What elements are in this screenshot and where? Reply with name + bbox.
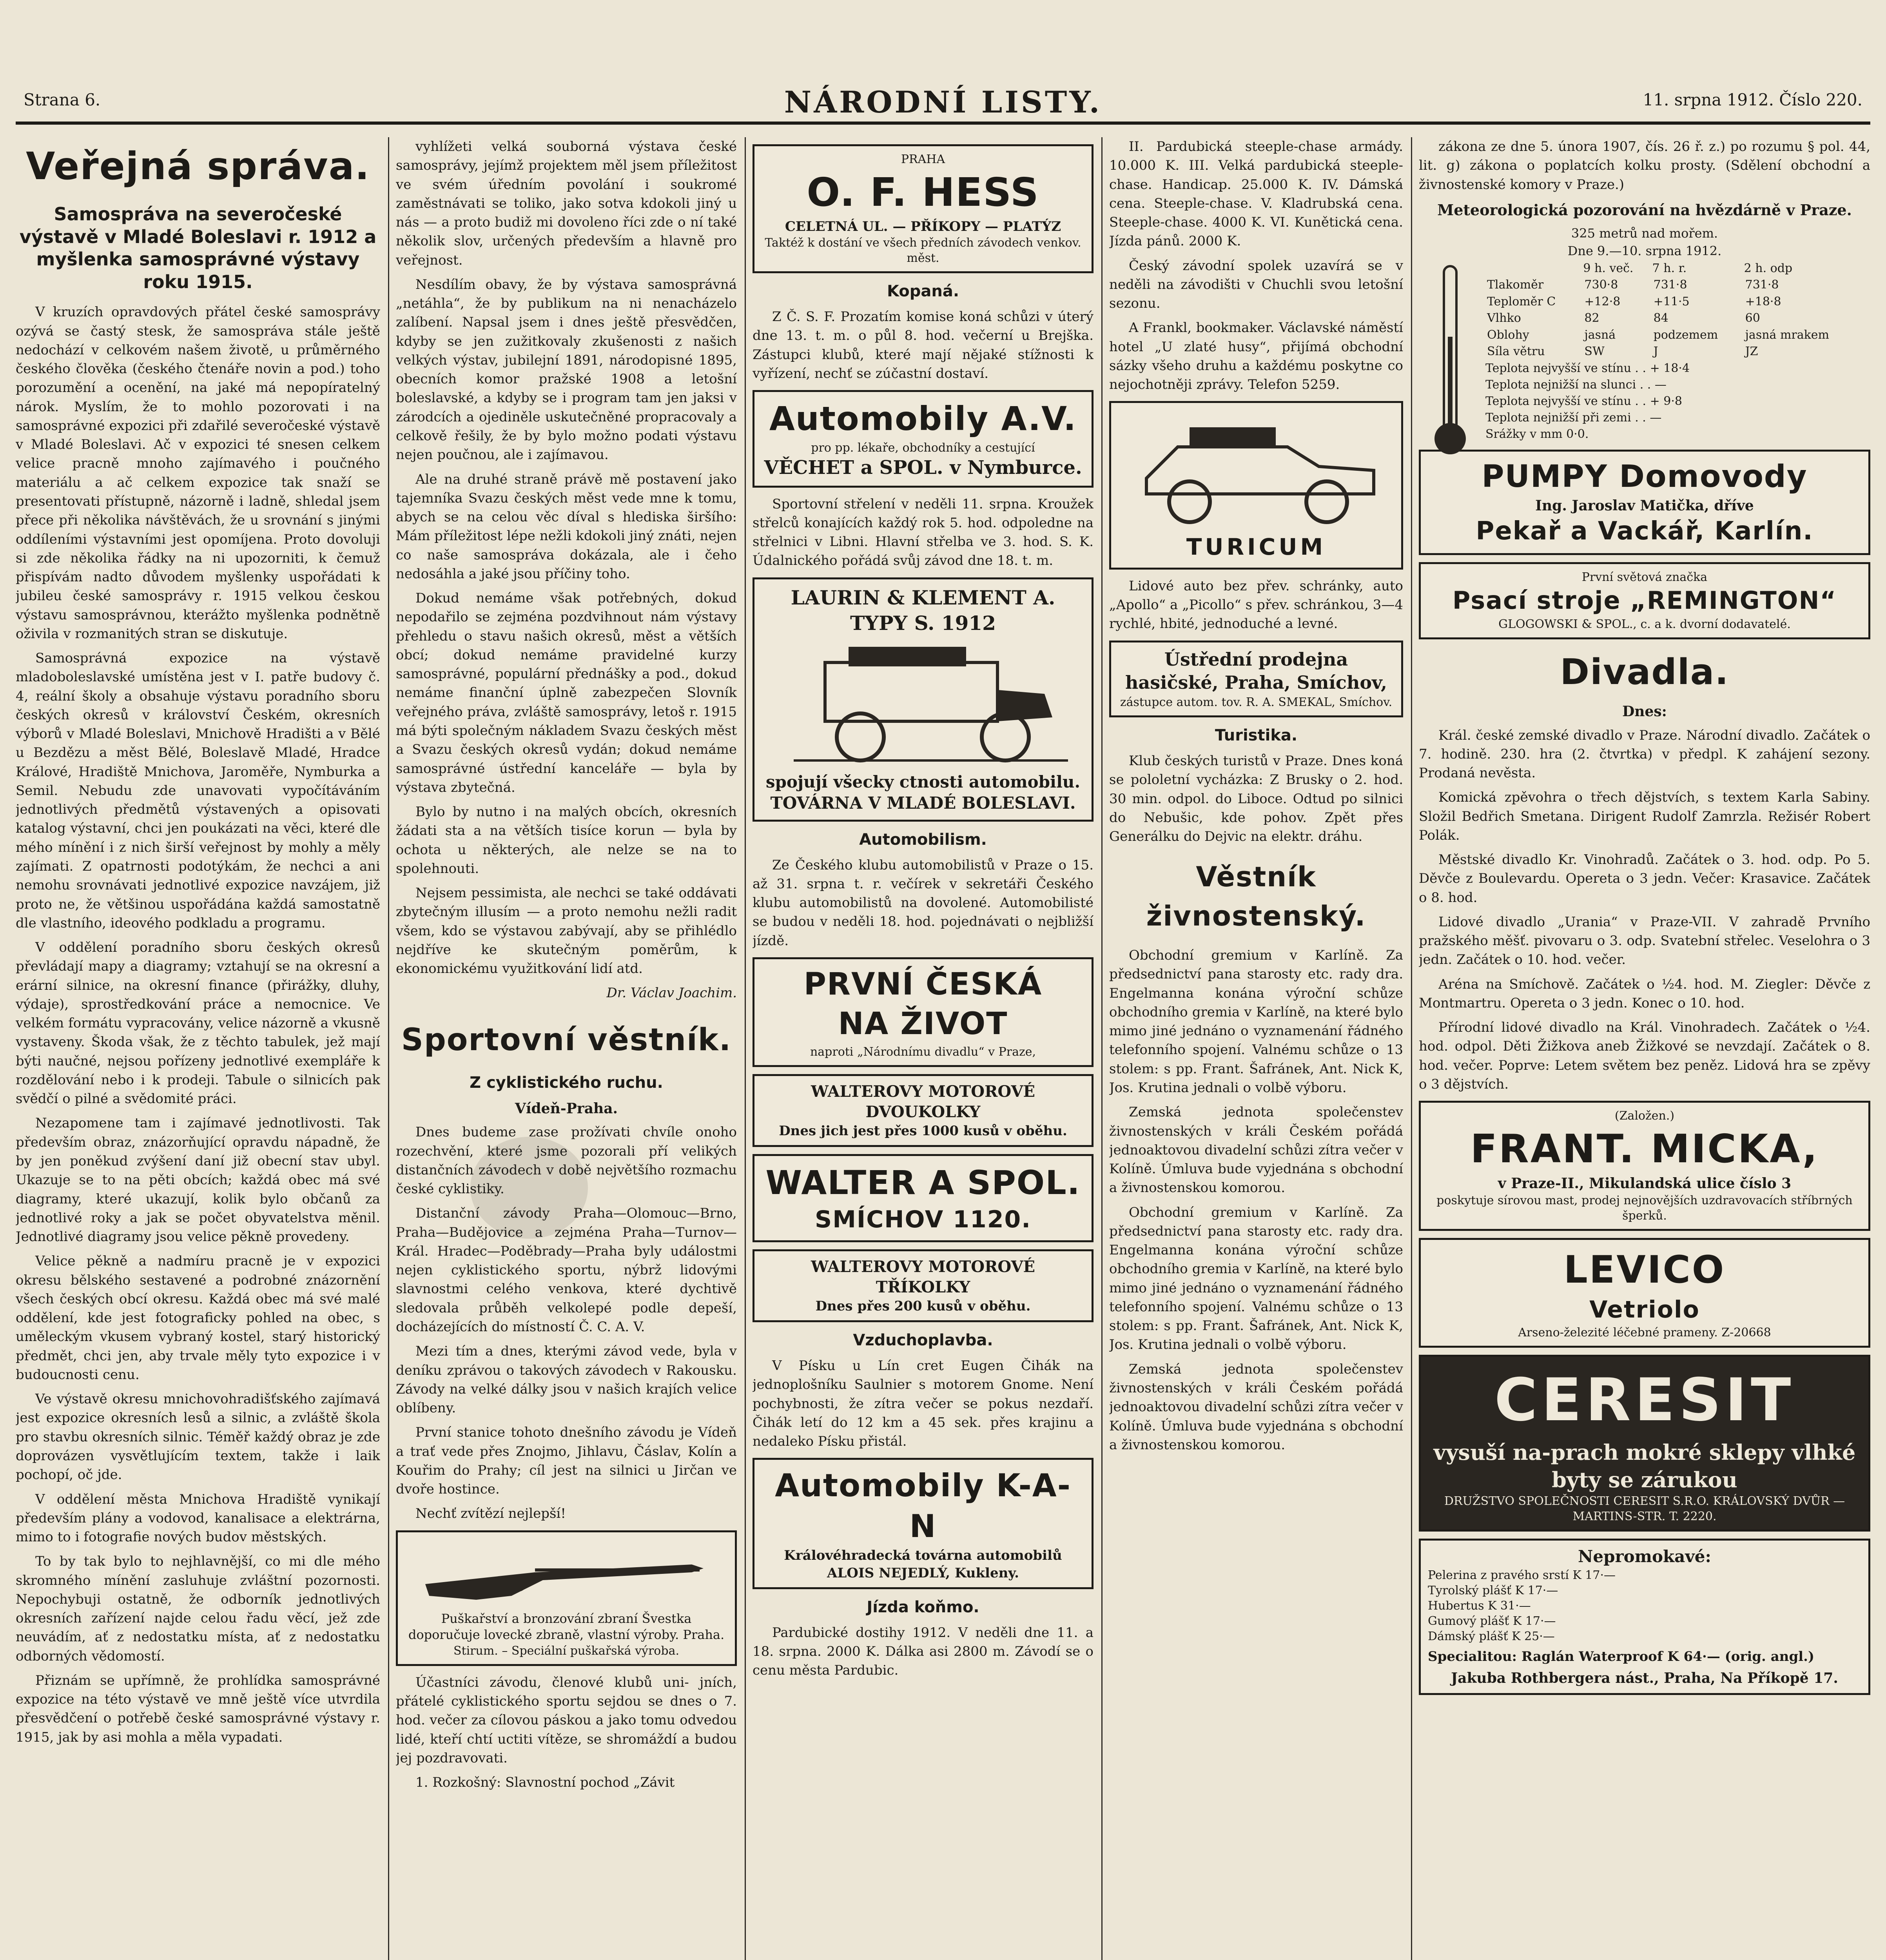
prodejna-line2: zástupce autom. tov. R. A. SMEKAL, Smíchov. — [1120, 695, 1393, 710]
sport-subheading: Vídeň-Praha. — [515, 1100, 618, 1117]
walter2-line2: SMÍCHOV 1120. — [815, 1206, 1031, 1234]
weather-note: Teplota nejvyšší ve stínu . . + 18·4 — [1485, 361, 1690, 375]
remington-ad — [1419, 562, 1870, 639]
turicum-ad — [1109, 401, 1403, 569]
trade-paragraph: Zemská jednota společenstev živnostenských v králi Českém pořádá jednoaktovou divadelní schůzi zítra večer v Kolíně. Úmluva bude vyjednána s obchodní a živnostenskou komorou. — [1109, 1104, 1403, 1196]
sport-paragraph: Dnes budeme zase prožívati chvíle onoho rozechvění, které jsme pozorali pří velikých distančních závodech v době největšího rozmachu české cyklistiky. — [396, 1124, 737, 1197]
weather-cell: 731·8 — [1745, 278, 1779, 292]
kan-ad — [753, 1458, 1094, 1589]
theatre-paragraph: Komická zpěvohra o třech dějstvích, s textem Karla Sabiny. Složil Bedřich Smetana. Dirigent Rudolf Zamrzla. Režisér Robert Polák. — [1419, 789, 1870, 843]
trade-paragraph: Obchodní gremium v Karlíně. Za předsednictví pana starosty etc. rady dra. Engelmanna konána výroční schůze obchodního gremia v Karlíně, na které bylo mimo jiné jednáno o vyznamenání řádného telefonního spojení. Valnému schůze o 13 stolem: s pp. Frant. Šafránek, Ant. Nick K, Jos. Krutina jednali o volbě výboru. — [1109, 947, 1403, 1096]
column-2 — [396, 137, 737, 1960]
ceresit-company: DRUŽSTVO SPOLEČNOSTI CERESIT S.R.O. KRÁLOVSKÝ DVŮR — MARTINS-STR. T. 2220. — [1444, 1494, 1845, 1524]
sport-section-title: Sportovní věstník. — [401, 1022, 732, 1058]
trade-paragraph: Zemská jednota společenstev živnostenských v králi Českém pořádá jednoaktovou divadelní schůzi zítra večer v Kolíně. Úmluva bude vyjednána s obchodní a živnostenskou komorou. — [1109, 1361, 1403, 1453]
article-paragraph: Přiznám se upřímně, že prohlídka samosprávné expozice na této výstavě ve mně ještě více utvrdila přesvědčení o potřebě české samosprávné výstavy r. 1915, jak by asi mohla a měla vypadati. — [16, 1672, 380, 1745]
weather-notes — [1485, 360, 1870, 443]
football-heading: Kopaná. — [887, 282, 959, 301]
levico-line1: LEVICO — [1563, 1248, 1726, 1292]
walter1-line2: Dnes jich jest přes 1000 kusů v oběhu. — [779, 1123, 1067, 1139]
sport-paragraph: Distanční závody Praha—Olomouc—Brno, Praha—Budějovice a zejména Praha—Turnov—Král. Hradec—Poděbrady—Praha byly událostmi nejen cyklistického sportu, nýbrž lidovými slavnostmi celého venkova, které dychtivě sledovala průběh velkolepé podle depeší, docházejících do místností Č. C. A. V. — [396, 1205, 737, 1335]
article-paragraph: Nejsem pessimista, ale nechci se také oddávati zbytečným illusím — a proto nemohu nežli radit všem, kdo se výstavou zabývají, aby se přihlédlo nejdříve ke skutečným poměrům, k ekonomickému využitkování lidí atd. — [396, 885, 737, 977]
weather-title: Meteorologická pozorování na hvězdárně v Praze. — [1437, 201, 1852, 219]
article-paragraph: To by tak bylo to nejhlavnější, co mi dle mého skromného mínění zasluhuje zvláštní pozornosti. Nepochybuji ostatně, že odborník jednotlivých okresních zařízení najde celou řadu věcí, jež zde neuvádím, ať z nedostatku místa, ať z nedostatku odborných vědomostí. — [16, 1553, 380, 1664]
tourism-paragraph: Klub českých turistů v Praze. Dnes koná se pololetní vycházka: Z Brusky o 2. hod. 30 min. odpol. do Liboce. Odtud po silnici do Nebušic, kde pohov. Zpět přes Generálku do Dejvic na elektr. dráhu. — [1109, 753, 1403, 845]
weather-cell: +12·8 — [1584, 294, 1621, 309]
theatre-today: Dnes: — [1622, 703, 1667, 720]
column-rule — [1411, 137, 1412, 1960]
ceresit-ad — [1419, 1355, 1870, 1532]
automobilism-paragraph: Ze Českého klubu automobilistů v Praze o 15. až 31. srpna t. r. večírek v sekretáři Českého klubu automobilistů na dovolené. Automobilisté se budou v neděli 18. hod. pojednávati o nejbližší jízdě. — [753, 857, 1094, 949]
sport-paragraph: 1. Rozkošný: Slavnostní pochod „Závit — [415, 1775, 675, 1791]
theatre-paragraph: Lidové divadlo „Urania“ v Praze-VII. V zahradě Prvního pražského měšť. pivovaru o 3. odp. Svatební střelec. Veselohra o 3 jedn. Začátek o 10. hod. večer. — [1419, 914, 1870, 968]
remington-pre: První světová značka — [1581, 570, 1708, 584]
kan-line1: Automobily K-A-N — [775, 1467, 1071, 1545]
remington-line1: Psací stroje „REMINGTON“ — [1452, 586, 1837, 615]
theatre-paragraph: Městské divadlo Kr. Vinohradů. Začátek o 3. hod. odp. Po 5. Děvče z Boulevardu. Opereta o 3 jedn. Večer: Krasavice. Začátek o 8. hod. — [1419, 852, 1870, 906]
levico-ad — [1419, 1238, 1870, 1348]
running-header — [16, 87, 1870, 125]
weather-cell: JZ — [1745, 345, 1758, 359]
article-paragraph: Dokud nemáme však potřebných, dokud nepodařilo se zejména pozdvihnout nám výstavy přehledu o stavu našich okresů, měst a větších obcí; dokud nemáme pravidelné kurzy samosprávné, populární přednášky a pod., dokud nemáme finanční úplně zabezpečen Slovník veřejného práva, zvláště samosprávy, letoš r. 1915 má býti společným nákladem Svazu českých měst a Svazu českých okresů vydán; dokud nemáme samosprávné ústřední kanceláře — byla by výstava zbytečná. — [396, 590, 737, 795]
av-line2: pro pp. lékaře, obchodníky a cestující — [811, 441, 1035, 455]
weather-note: Teplota nejnižší na slunci . . — — [1485, 377, 1667, 392]
sport-paragraph: Sportovní střelení v neděli 11. srpna. Kroužek střelců konajících každý rok 5. hod. odpoledne na střelnici v Libni. Hlavní střelba ve 3. hod. S. K. Údalnického pořádá svůj závod dne 18. t. m. — [753, 496, 1094, 569]
sport-paragraph: Účastníci závodu, členové klubů uni- jních, přátelé cyklistického sportu sejdou se dnes o 7. hod. večer za cílovou páskou a jako tomu odvedou lidé, kteří chtí uctiti vítěze, se shromáždí a budou jej pozdravovati. — [396, 1674, 737, 1766]
weather-row-label: Síla větru — [1487, 345, 1545, 359]
theatre-section-title: Divadla. — [1560, 651, 1729, 693]
laurin-klement-ad — [753, 577, 1094, 822]
weather-col-header: 2 h. odp — [1744, 261, 1793, 275]
turicum-brand: TURICUM — [1186, 534, 1326, 561]
hess-note: Taktéž k dostání ve všech předních závodech venkov. měst. — [765, 236, 1081, 265]
column-rule — [388, 137, 389, 1960]
masthead-title: NÁRODNÍ LISTY. — [784, 85, 1102, 120]
weather-date: Dne 9.—10. srpna 1912. — [1567, 243, 1722, 259]
tourism-heading: Turistika. — [1215, 726, 1298, 745]
weather-cell: 731·8 — [1653, 278, 1687, 292]
notice-paragraph: zákona ze dne 5. února 1907, čís. 26 ř. z.) po rozumu § pol. 44, lit. g) zákona o poplatcích kolku prosty. (Sdělení obchodní a živnostenské komory v Praze.) — [1419, 139, 1870, 192]
bookmaker-paragraph: A Frankl, bookmaker. Václavské náměstí hotel „U zlaté husy“, přijímá obchodní sázky všeho druhu a každému poskytne co nejochotněji zprávy. Telefon 5259. — [1109, 320, 1403, 393]
sport-subheading: Z cyklistického ruchu. — [470, 1074, 663, 1092]
weather-row-label: Teploměr C — [1487, 294, 1556, 309]
article-paragraph: Nesdílím obavy, že by výstava samosprávná „netáhla“, že by publikum na ni nenacházelo zalíbení. Napsal jsem i dnes ještě přesvědčen, kdyby se jen zužitkovaly zkušenosti z našich velkých výstav, jubilejní 1891, národopisné 1895, obecních komor pražské 1908 a letošní boleslavské, a kdyby se i program tam jen jaksi v zárodcích a ojediněle uskutečněné propracovaly a celkově řešily, že by bylo možno podati výstavu nejen poučnou, ale i zajímavou. — [396, 276, 737, 463]
nepromokave-firm: Jakuba Rothbergera nást., Praha, Na Příkopě 17. — [1451, 1670, 1838, 1687]
article-paragraph: Ve výstavě okresu mnichovohradišťského zajímavá jest expozice okresních lesů a silnic, a zvláště škola pro stavbu okresních silnic. Téměř každý obraz je zde doprovázen vysvětlujícím textem, takže i laik pochopí, oč jde. — [16, 1391, 380, 1483]
trade-paragraph: Obchodní gremium v Karlíně. Za předsednictví pana starosty etc. rady dra. Engelmanna konána výroční schůze obchodního gremia v Karlíně, na které bylo mimo jiné jednáno o vyznamenání řádného telefonního spojení. Valnému schůze o 13 stolem: s pp. Frant. Šafránek, Ant. Nick K, Jos. Krutina jednali o volbě výboru. — [1109, 1204, 1403, 1353]
nepromokave-item: Dámský plášť K 25·— — [1428, 1629, 1555, 1643]
riding-heading: Jízda koňmo. — [867, 1598, 979, 1616]
weather-row-label: Tlakoměr — [1487, 278, 1544, 292]
walter2-line1: WALTER A SPOL. — [765, 1163, 1081, 1202]
weather-cell: jasná mrakem — [1745, 328, 1830, 342]
weather-row-label: Oblohy — [1487, 328, 1529, 342]
article-paragraph: Bylo by nutno i na malých obcích, okresních žádati sta a na větších tisíce korun — byla by ochota u některých, ale nelze se na to spolehnouti. — [396, 804, 737, 877]
hess-street: CELETNÁ UL. — PŘÍKOPY — PLATÝZ — [785, 219, 1061, 234]
nepromokave-special: Specialitou: Raglán Waterproof K 64·— (orig. angl.) — [1428, 1648, 1815, 1664]
car-illustration — [770, 639, 1076, 768]
nepromokave-item: Pelerina z pravého srstí K 17·— — [1428, 1568, 1616, 1582]
weather-cell: 82 — [1584, 311, 1599, 325]
hess-company: O. F. HESS — [807, 169, 1039, 215]
av-line3: VĚCHET a SPOL. v Nymburce. — [764, 457, 1082, 479]
article-paragraph: Velice pěkně a nadmíru pracně je v expozici okresu bělského sestavené a podrobné znázornění všech českých obcí okresu. Každá obec má své malé oddělení, kde jest fotograficky pohled na obec, s uměleckým vkusem vybraný kostel, starý historický předmět, chci jen, aby trvale měly tyto expozice i v budoucnosti cenu. — [16, 1253, 380, 1383]
levico-line3: Arseno-železité léčebné prameny. Z-20668 — [1518, 1325, 1771, 1339]
lk-line1: LAURIN & KLEMENT A. TYPY S. 1912 — [791, 586, 1055, 635]
walter3-line1: WALTEROVY MOTOROVÉ TŘÍKOLKY — [811, 1258, 1035, 1297]
walter3-line2: Dnes přes 200 kusů v oběhu. — [815, 1298, 1031, 1314]
micka-line3: poskytuje sírovou mast, prodej nejnovějších uzdravovacích stříbrných šperků. — [1436, 1194, 1853, 1223]
prvni-line2: NA ŽIVOT — [838, 1006, 1008, 1042]
column-3 — [753, 137, 1094, 1960]
gunsmith-ad-text: Puškařství a bronzování zbraní Švestka doporučuje lovecké zbraně, vlastní výroby. Praha. — [408, 1611, 725, 1642]
lk-line2: spojují všecky ctnosti automobilu. — [765, 772, 1081, 791]
weather-report — [1419, 200, 1870, 443]
sport-paragraph: Mezi tím a dnes, kterými závod vede, byla v deníku zprávou o takových závodech v Rakousku. Závody na velké dálky jsou v našich krajích velice oblíbeny. — [396, 1343, 737, 1416]
article-signature: Dr. Václav Joachim. — [606, 985, 737, 1001]
micka-line1: FRANT. MICKA, — [1470, 1126, 1819, 1172]
automobily-av-ad — [753, 390, 1094, 488]
weather-cell: 730·8 — [1584, 278, 1618, 292]
nepromokave-item: Tyrolský plášť K 17·— — [1428, 1583, 1558, 1597]
nepromokave-item: Hubertus K 31·— — [1428, 1599, 1531, 1613]
weather-table — [1485, 260, 1862, 360]
riding-paragraph: Pardubické dostihy 1912. V neděli dne 11. a 18. srpna. 2000 K. Dálka asi 2800 m. Závodí se o cenu města Pardubic. — [753, 1624, 1094, 1679]
section-title: Veřejná správa. — [26, 144, 370, 188]
micka-pre: (Založen.) — [1614, 1109, 1675, 1123]
weather-row — [1485, 310, 1862, 327]
micka-line2: v Praze-II., Mikulandská ulice číslo 3 — [1498, 1175, 1792, 1192]
trade-section-title: Věstník živnostenský. — [1146, 861, 1366, 932]
micka-ad — [1419, 1101, 1870, 1231]
article-paragraph: vyhlížeti velká souborná výstava české samosprávy, jejímž projektem měl jsem příležitost ve svém úředním povolání i soukromé zaměstnávati se toliko, jako sotva kdokoli jiný u nás — a proto budiž mi dovoleno říci zde o ní také několik slov, určených především a hlavně pro veřejnost. — [396, 139, 737, 268]
article-paragraph: V kruzích opravdových přátel české samosprávy ozývá se častý stesk, že samospráva stále ještě nedochází v celkovém našem životě, u průměrného českého člověka (českého čtenáře novin a pod.) toho porozumění a ocenění, na jaké má nepopíratelný nárok. Myslím, že to mohlo pozorovati i na samosprávné expozici při zdařilé severočeské výstavě v Mladé Boleslavi. Ač v expozici té snesen celkem velice pracně mnoho zajímavého i poučného materiálu a ač celkem expozice tak snaží se presentovati přístupně, názorně i ladně, shledal jsem přece při několika návštěvách, že u srovnání s jinými oddíleními výstavními jest opomíjena. Proto dovoluji si zde několika řádky na ni upozorniti, k čemuž přispívám nadto důvodem myšlenky uspořádati k jubileu české samosprávy r. 1915 velkou českou výstavu samosprávnou, kterážto myšlenka podnětně oživila v rozmanitých stran se diskutuje. — [16, 304, 380, 642]
nepromokave-ad — [1419, 1539, 1870, 1695]
nepromokave-item: Gumový plášť K 17·— — [1428, 1614, 1556, 1628]
lk-line3: TOVÁRNA V MLADÉ BOLESLAVI. — [770, 793, 1076, 813]
kan-line2: Královéhradecká továrna automobilů — [784, 1548, 1062, 1564]
column-rule — [745, 137, 746, 1960]
sport-paragraph: Nechť zvítězí nejlepší! — [415, 1506, 566, 1522]
hess-ad — [753, 144, 1094, 273]
levico-line2: Vetriolo — [1589, 1296, 1700, 1323]
aviation-heading: Vzduchoplavba. — [853, 1331, 993, 1350]
ceresit-slogan: vysuší na-prach mokré sklepy vlhké byty se zárukou — [1433, 1439, 1856, 1493]
weather-col-header: 9 h. več. — [1583, 261, 1634, 275]
pumpy-ad — [1419, 450, 1870, 555]
article-paragraph: V oddělení poradního sboru českých okresů převládají mapy a diagramy; vztahují se na okresní a erární silnice, na okresní finance (přirážky, dluhy, výdaje), sprostředkování práce a nemocnice. Ve velkém formátu vypracovány, velice názorně a vkusně vystaveny. Škoda však, že z těchto tabulek, jež mají býti naučné, nejsou pořízeny jednotlivé exempláře k rozdělování nebo i k prodeji. Tabule o silnicích pak svědčí o pilné a svědomité práci. — [16, 940, 380, 1107]
page-number: Strana 6. — [24, 90, 101, 109]
walter-trikolky-ad — [753, 1249, 1094, 1322]
prodejna-line1: Ústřední prodejna hasičské, Praha, Smíchov, — [1125, 648, 1387, 693]
weather-row — [1485, 327, 1862, 344]
prvni-line3: naproti „Národnímu divadlu“ v Praze, — [810, 1045, 1036, 1059]
football-paragraph: Z Č. S. F. Prozatím komise koná schůzi v úterý dne 13. t. m. o půl 8. hod. večerní u Brejška. Zástupci klubů, které mají nějaké stížnosti k vyřízení, nechť se zúčastní dostaví. — [753, 309, 1094, 381]
race-paragraph: Český závodní spolek uzavírá se v neděli na závodišti v Chuchli svou letošní sezonu. — [1109, 258, 1403, 312]
nepromokave-title: Nepromokavé: — [1578, 1547, 1712, 1566]
weather-cell: 84 — [1653, 311, 1668, 325]
weather-cell: +18·8 — [1745, 294, 1781, 309]
weather-cell: jasná — [1584, 328, 1616, 342]
remington-line2: GLOGOWSKI & SPOL., c. a k. dvorní dodavatelé. — [1498, 617, 1791, 631]
article-headline: Samospráva na severočeské výstavě v Mladé Boleslavi r. 1912 a myšlenka samosprávné výstavy roku 1915. — [19, 203, 377, 292]
weather-row-label: Vlhko — [1487, 311, 1521, 325]
pumpy-line2: Ing. Jaroslav Matička, dříve — [1535, 497, 1754, 514]
sport-paragraph: První stanice tohoto dnešního závodu je Vídeň a trať vede přes Znojmo, Jihlavu, Čáslav, Kolín a Kouřim do Prahy; cíl jest na silnici u Jirčan ve dvoře hostince. — [396, 1425, 737, 1497]
pumpy-line1: PUMPY Domovody — [1482, 459, 1808, 494]
walter1-line1: WALTEROVY MOTOROVÉ DVOUKOLKY — [811, 1082, 1035, 1121]
column-rule — [1101, 137, 1103, 1960]
car-illustration — [1123, 412, 1389, 529]
column-5 — [1419, 137, 1870, 1960]
ceresit-brand: CERESIT — [1494, 1366, 1795, 1434]
walter-spol-ad — [753, 1154, 1094, 1242]
prvni-line1: PRVNÍ ČESKÁ — [803, 967, 1043, 1002]
weather-note: Teplota nejnižší při zemi . . — — [1485, 410, 1662, 425]
weather-note: Srážky v mm 0·0. — [1485, 427, 1589, 441]
weather-subtitle: 325 metrů nad mořem. — [1571, 225, 1718, 241]
turicum-paragraph: Lidové auto bez přev. schránky, auto „Apollo“ a „Picollo“ s přev. schránkou, 3—4 rychlé, hbité, jednoduché a levné. — [1109, 578, 1403, 632]
gunsmith-ad — [396, 1530, 737, 1666]
kan-line3: ALOIS NEJEDLÝ, Kukleny. — [827, 1565, 1019, 1581]
weather-row — [1485, 343, 1862, 360]
article-paragraph: Samosprávná expozice na výstavě mladoboleslavské umístěna jest v I. patře budovy č. 4, reální školy a obsahuje výstavu poradního sboru českých okresů v království Českém, okresních výborů v Mladé Boleslavi, Mnichově Hradišti a v Bělé u Bezdězu a měst Bělé, Boleslavě Mladé, Hradce Králové, Hradiště Mnichova, Jaroměře, Nymburka a Semil. Nebudu zde unavovati vypočítáváním jednotlivých předmětů výstavených a opisovati katalog výstavní, chci jen poukázati na věci, které dle mého mínění i z nich širší veřejnost by mohly a měly zajímati. Z opatrnosti podotýkám, že nechci a ani nemohu srovnávati jednotlivé expozice navzájem, již proto ne, že většinou uspořádána každá samostatně dle vlastního, ideového podkladu a programu. — [16, 650, 380, 931]
article-paragraph: Nezapomene tam i zajímavé jednotlivosti. Tak především obraz, znázorňující opravdu nápadně, že by jen poněkud zvýšení daní již obecní stav ubyl. Ukazuje se to na pěti obcích; každá obec má své diagramy, které ukazují, kolik bylo občanů za jednotlivé roky a jak se počet obyvatelstva měnil. Jednotlivé diagramy jsou velice pěkně provedeny. — [16, 1115, 380, 1245]
weather-note: Teplota nejvyšší ve stínu . . + 9·8 — [1485, 394, 1682, 408]
hess-city: PRAHA — [901, 152, 945, 166]
thermometer-illustration — [1419, 258, 1482, 462]
article-paragraph: V oddělení města Mnichova Hradiště vynikají především plány a vodovod, kanalisace a elektrárna, mimo to i fotografie nových budov městských. — [16, 1491, 380, 1545]
rifle-illustration — [417, 1541, 715, 1608]
pumpy-line3: Pekař a Vackář, Karlín. — [1476, 516, 1813, 546]
weather-cell: SW — [1584, 345, 1605, 359]
automobilism-heading: Automobilism. — [859, 830, 987, 849]
prvni-ceska-ad — [753, 957, 1094, 1067]
theatre-paragraph: Přírodní lidové divadlo na Král. Vinohradech. Začátek o ½4. hod. odpol. Děti Žižkova aneb Žižkové se nevzdají. Začátek o 8. hod. večer. Poprve: Letem světem bez peněz. Lidová hra se zpěvy o 3 dějstvích. — [1419, 1020, 1870, 1093]
weather-row — [1485, 294, 1862, 310]
weather-row — [1485, 277, 1862, 294]
column-1 — [16, 137, 380, 1960]
av-line1: Automobily A.V. — [769, 399, 1077, 438]
weather-col-header: 7 h. r. — [1652, 261, 1687, 275]
prodejna-ad — [1109, 641, 1403, 718]
weather-cell: podzemem — [1653, 328, 1718, 342]
theatre-paragraph: Aréna na Smíchově. Začátek o ½4. hod. M. Ziegler: Děvče z Montmartru. Opereta o 3 jedn. Konec o 10. hod. — [1419, 976, 1870, 1011]
gunsmith-ad-subtext: Stirum. – Speciální puškařská výroba. — [453, 1644, 679, 1658]
article-paragraph: Ale na druhé straně právě mě postavení jako tajemníka Svazu českých měst vede mne k tomu, abych se na celou věc díval s hlediska širšího: Mám příležitost lépe nežli kdokoli jiný znáti, nejen co naše samospráva dokázala, ale i čeho nedosáhla a jaké jsou příčiny toho. — [396, 471, 737, 582]
weather-cell: +11·5 — [1653, 294, 1690, 309]
aviation-paragraph: V Písku u Lín cret Eugen Čihák na jednoplošníku Saulnier s motorem Gnome. Není pochybnosti, že zítra večer se pokus nezdaří. Čihák letí do 12 km a 45 sek. přes krajinu a nedaleko Písku přistál. — [753, 1358, 1094, 1450]
weather-cell: J — [1653, 345, 1658, 359]
theatre-paragraph: Král. české zemské divadlo v Praze. Národní divadlo. Začátek o 7. hodině. 230. hra (2. čtvrtka) v předpl. K zahájení sezony. Prodaná nevěsta. — [1419, 727, 1870, 781]
walter-dvoukolky-ad — [753, 1074, 1094, 1147]
weather-cell: 60 — [1745, 311, 1760, 325]
race-paragraph: II. Pardubická steeple-chase armády. 10.000 K. III. Velká pardubická steeple-chase. Handicap. 25.000 K. IV. Dámská cena. Steeple-chase. V. Kladrubská cena. Steeple-chase. 4000 K. VI. Kunětická cena. Jízda pánů. 2000 K. — [1109, 139, 1403, 249]
issue-date: 11. srpna 1912. Číslo 220. — [1643, 90, 1862, 109]
column-4 — [1109, 137, 1403, 1960]
